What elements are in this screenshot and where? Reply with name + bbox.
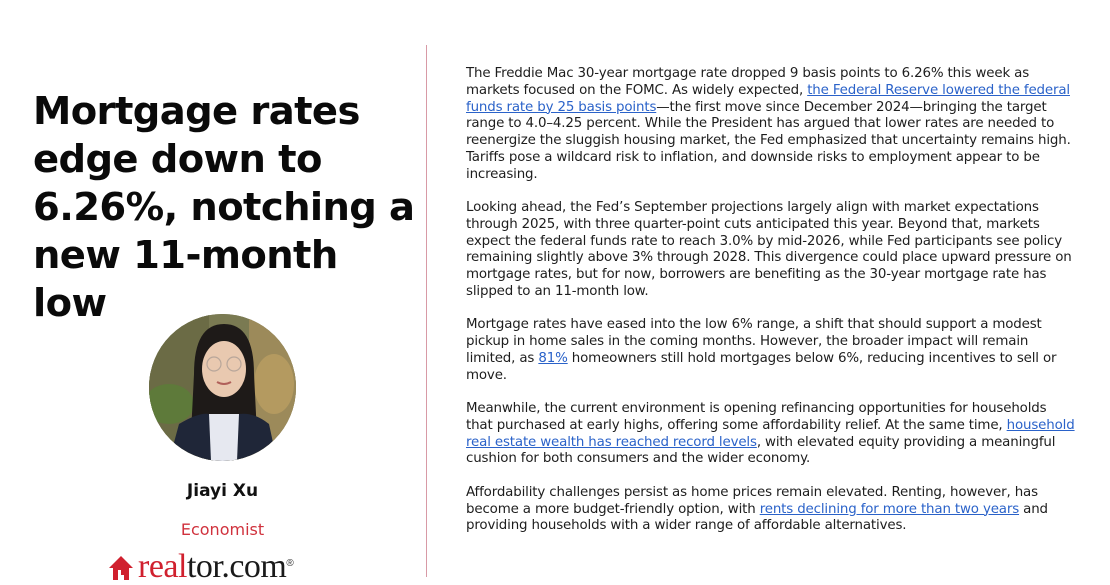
author-photo	[149, 314, 296, 461]
link-81-percent[interactable]: 81%	[538, 350, 568, 366]
logo-wordmark: realtor.com	[138, 548, 287, 585]
link-household-wealth[interactable]: household real estate wealth has reached record levels	[466, 417, 1075, 450]
registered-mark: ®	[286, 558, 294, 569]
vertical-divider	[426, 45, 427, 577]
link-fed-lowered-rate[interactable]: the Federal Reserve lowered the federal funds rate by 25 basis points	[466, 82, 1070, 115]
paragraph-2: Looking ahead, the Fed’s September projections largely align with market expectations through 2025, with three quarter-point cuts anticipated this year. Beyond that, markets expect the federal funds rate to reach 3.0% by mid-2026, while Fed participants see policy remaining slightly above 3% through 2028. This divergence could place upward pressure on mortgage rates, but for now, borrowers are benefiting as the 30-year mortgage rate has slipped to an 11-month low.	[466, 200, 1072, 300]
author-role: Economist	[180, 520, 265, 539]
link-rents-declining[interactable]: rents declining for more than two years	[759, 501, 1020, 517]
realtor-logo	[108, 548, 294, 585]
paragraph-5: Affordability challenges persist as home prices remain elevated. Renting, however, has become a more budget-friendly option, with rents declining for more than two years and providing households with a wider range of affordable alternatives.	[466, 484, 1048, 534]
house-icon	[108, 555, 134, 581]
author-name: Jiayi Xu	[186, 481, 259, 501]
paragraph-4: Meanwhile, the current environment is opening refinancing opportunities for households that purchased at early highs, offering some affordability relief. At the same time, household real estate wealth has reached record levels, with elevated equity providing a meaningful cushion for both consumers and the wider economy.	[466, 401, 1075, 467]
page-title: Mortgage rates edge down to 6.26%, notching a new 11-month low	[33, 89, 415, 326]
author-panel	[0, 0, 426, 585]
portrait-image	[149, 314, 296, 461]
paragraph-3: Mortgage rates have eased into the low 6% range, a shift that should support a modest pickup in home sales in the coming months. However, the broader impact will remain limited, as 81% homeowners still hold mortgages below 6%, reducing incentives to sell or move.	[466, 317, 1057, 383]
article-body	[466, 66, 1076, 552]
paragraph-1: The Freddie Mac 30-year mortgage rate dropped 9 basis points to 6.26% this week as markets focused on the FOMC. As widely expected, the Federal Reserve lowered the federal funds rate by 25 basis points—the first move since December 2024—bringing the target range to 4.0–4.25 percent. While the President has argued that lower rates are needed to reenergize the sluggish housing market, the Fed emphasized that uncertainty remains high. Tariffs pose a wildcard risk to inflation, and downside risks to employment appear to be increasing.	[466, 66, 1071, 182]
